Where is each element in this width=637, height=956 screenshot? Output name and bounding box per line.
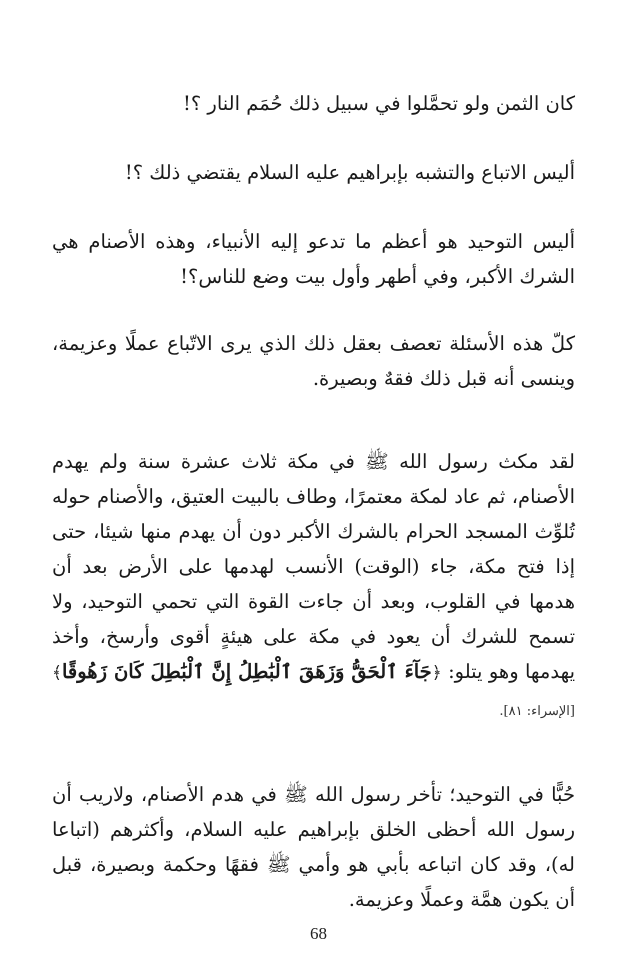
- quran-open-bracket: ﴿: [431, 663, 442, 683]
- quran-close-bracket: ﴾: [52, 663, 62, 683]
- verse-reference: [الإسراء: ٨١].: [499, 704, 575, 719]
- paragraph-6: حُبًّا في التوحيد؛ تأخر رسول الله ﷺ في هدم الأصنام، ولاريب أن رسول الله أحظى الخلق بإبراهيم عليه السلام، وأكثرهم (اتباعا له)، وقد كان اتباعه بأبي هو وأمي ﷺ فقهًا وحكمة وبصيرة، قبل أن يكون همَّة وعملًا وعزيمة.: [52, 783, 575, 911]
- paragraph-5: [52, 444, 575, 729]
- paragraph-2: أليس الاتباع والتشبه بإبراهيم عليه السلام يقتضي ذلك ؟!: [124, 161, 575, 184]
- paragraph-4: كلّ هذه الأسئلة تعصف بعقل ذلك الذي يرى الاتّباع عملًا وعزيمة، وينسى أنه قبل ذلك فقهٌ وبصيرة.: [52, 332, 575, 390]
- paragraph-5-text: لقد مكث رسول الله ﷺ في مكة ثلاث عشرة سنة ولم يهدم الأصنام، ثم عاد لمكة معتمرًا، وطاف بالبيت العتيق، والأصنام حوله تُلوِّث المسجد الحرام بالشرك الأكبر دون أن يهدم منها شيئا، حتى إذا فتح مكة، جاء (الوقت) الأنسب لهدمها على الأرض بعد أن هدمها في القلوب، وبعد أن جاءت القوة التي تحمي التوحيد، ولا تسمح للشرك أن يعود في مكة على هيئةٍ أقوى وأرسخ، وأخذ يهدمها وهو يتلو:: [52, 450, 576, 683]
- paragraph-1: كان الثمن ولو تحمَّلوا في سبيل ذلك حُمَم النار ؟!: [183, 92, 575, 115]
- page-number: 68: [310, 924, 327, 943]
- paragraph-3: أليس التوحيد هو أعظم ما تدعو إليه الأنبياء، وهذه الأصنام هي الشرك الأكبر، وفي أطهر وأول بيت وضع للناس؟!: [52, 230, 575, 288]
- quran-verse: جَآءَ ٱلْحَقُّ وَزَهَقَ ٱلْبَٰطِلُ إِنَّ ٱلْبَٰطِلَ كَانَ زَهُوقًا: [61, 660, 432, 683]
